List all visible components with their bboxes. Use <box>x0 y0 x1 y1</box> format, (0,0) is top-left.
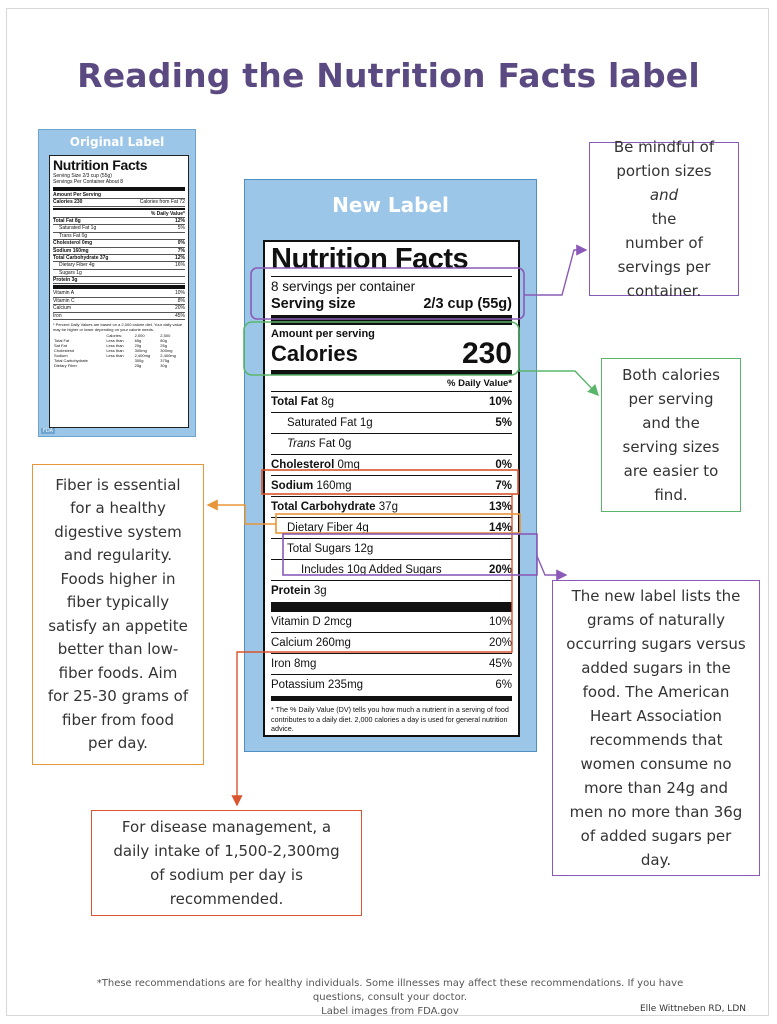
footnote <box>60 977 720 1019</box>
original-footnote: * Percent Daily Values are based on a 2,000 calorie diet. Your daily value may be higher or lower depending on your calorie needs. <box>53 322 183 333</box>
original-nutrient-row <box>53 218 185 225</box>
callout-sugars-line: recommends that <box>589 731 723 749</box>
micronutrient-rows <box>271 612 512 696</box>
cholesterol-amount: 0mg <box>337 459 360 471</box>
original-nutrient-label: Sodium 160mg <box>53 247 89 254</box>
original-dv-table-cell: 80g <box>160 338 167 344</box>
original-label-heading: Original Label <box>69 135 165 149</box>
micronutrient-dv: 45% <box>488 658 512 670</box>
callout-sodium-line: For disease management, a <box>121 818 332 836</box>
original-dv-table-cell: Total Fat <box>54 338 70 344</box>
callout-sugars-line: day. <box>640 851 672 869</box>
original-dv-table-cell: Less than <box>106 348 124 354</box>
original-nutrient-dv: 12% <box>174 254 185 261</box>
callout-sugars-line: grams of naturally <box>587 611 725 629</box>
original-dv-table-cell: 2,500 <box>160 333 171 339</box>
author-credit: Elle Wittneben RD, LDN <box>640 1004 746 1014</box>
callout-calories-line: serving sizes <box>622 438 720 456</box>
original-nutrient-row <box>53 277 185 284</box>
callout-fiber-line: for a healthy <box>70 499 166 517</box>
original-serving-size: Serving Size 2/3 cup (55g) <box>53 173 112 179</box>
original-vitamin-dv: 10% <box>174 290 185 297</box>
callout-calories <box>601 358 741 512</box>
callout-servings-line: servings per <box>617 258 711 276</box>
original-label-title: Nutrition Facts <box>53 157 148 173</box>
original-dv-table-cell <box>105 363 133 368</box>
trans-fat-row <box>271 434 512 455</box>
original-vitamin-row <box>53 313 185 320</box>
original-nutrient-dv: 12% <box>174 217 185 224</box>
callout-fiber-line: fiber typically <box>66 593 170 611</box>
new-medium-rule <box>271 370 512 375</box>
original-vitamin-dv: 20% <box>174 305 185 312</box>
original-nutrient-label: Total Carbohydrate 37g <box>53 254 109 261</box>
callout-fiber <box>32 464 204 765</box>
original-calories-row <box>53 199 185 206</box>
protein-name: Protein <box>271 585 311 597</box>
original-dv-table-cell: 2,400mg <box>160 353 176 359</box>
original-nutrient-label: Trans Fat 0g <box>59 232 88 239</box>
trans-fat-rest: Fat 0g <box>315 438 352 450</box>
callout-fiber-line: Foods higher in <box>60 569 176 588</box>
saturated-fat-label: Saturated Fat 1g <box>287 417 373 429</box>
original-nutrient-rows <box>53 218 185 285</box>
original-nutrient-label: Total Fat 8g <box>53 217 81 224</box>
callout-fiber-line: Fiber is essential <box>55 475 181 494</box>
new-calories-value: 230 <box>461 337 512 370</box>
original-dv-table <box>53 333 185 368</box>
footnote-line-3: Label images from FDA.gov <box>321 1006 459 1017</box>
new-servings-per-container: 8 servings per container <box>271 279 416 294</box>
original-dv-table-cell: 300g <box>134 358 144 364</box>
original-dv-table-cell: Less than <box>106 343 124 349</box>
original-dv-table-cell: 25g <box>134 363 142 369</box>
original-dv-table-cell: 65g <box>134 338 142 344</box>
callout-calories-line: per serving <box>628 390 714 408</box>
new-calories-row <box>271 337 512 370</box>
sodium-row <box>271 476 512 497</box>
callout-fiber-line: and regularity. <box>63 546 173 564</box>
callout-sodium-line: of sodium per day is <box>150 866 303 884</box>
new-serving-size-label: Serving size <box>271 296 356 312</box>
original-dv-table-row <box>53 363 185 368</box>
original-dv-table-cell: Calories: <box>106 333 123 339</box>
callout-fiber-line: per day. <box>88 734 148 752</box>
new-label-footnote: * The % Daily Value (DV) tells you how much a nutrient in a serving of food contributes to a daily diet. 2,000 calories a day is used for general nutrition advice. <box>271 696 512 734</box>
original-dv-header: % Daily Value* <box>53 211 185 218</box>
fda-tag: FDA <box>43 428 54 434</box>
original-nutrient-row <box>53 270 185 277</box>
original-thick-rule-2 <box>53 285 185 289</box>
callout-sugars <box>552 580 760 876</box>
original-nutrient-dv: 16% <box>174 262 185 269</box>
callout-fiber-line: for 25-30 grams of <box>47 687 189 705</box>
original-nutrient-dv: 0% <box>177 240 185 247</box>
callout-servings-line: number of <box>625 234 703 252</box>
added-sugars-label: Includes 10g Added Sugars <box>301 564 442 576</box>
total-sugars-row <box>271 539 512 560</box>
original-vitamin-label: Iron <box>53 312 62 319</box>
original-dv-table-cell: 20g <box>134 343 142 349</box>
total-carb-dv: 13% <box>488 501 512 513</box>
cholesterol-row <box>271 455 512 476</box>
original-nutrient-row <box>53 262 185 269</box>
sodium-dv: 7% <box>495 480 512 492</box>
original-nutrient-row <box>53 255 185 262</box>
new-thick-rule-2 <box>271 602 512 612</box>
callout-servings-line <box>614 183 714 231</box>
new-thick-rule <box>271 315 512 325</box>
original-dv-table-cell: Less than <box>106 353 124 359</box>
callout-sugars-line: food. The American <box>582 683 730 701</box>
callout-sugars-line: occurring sugars versus <box>566 635 746 653</box>
original-vitamin-label: Vitamin C <box>53 297 75 304</box>
original-dv-table-cell: 300mg <box>160 348 173 354</box>
callout-sugars-line: of added sugars per <box>580 827 732 845</box>
micronutrient-row <box>271 675 512 696</box>
micronutrient-dv: 6% <box>495 679 512 691</box>
new-label-heading: New Label <box>332 193 449 217</box>
protein-amount: 3g <box>313 585 327 597</box>
original-nutrient-dv: 7% <box>177 247 185 254</box>
callout-sugars-line: women consume no <box>580 755 732 773</box>
footnote-line-1: *These recommendations are for healthy individuals. Some illnesses may affect these recommendations. If you have <box>96 978 684 989</box>
new-nutrition-label <box>263 240 520 737</box>
callout-servings-line: Be mindful of <box>613 138 715 156</box>
original-nutrition-label <box>49 155 189 428</box>
sodium-amount: 160mg <box>316 480 352 492</box>
original-nutrient-label: Dietary Fiber 4g <box>59 262 95 269</box>
original-nutrient-dv: 5% <box>177 225 185 232</box>
total-sugars-label: Total Sugars 12g <box>287 543 374 555</box>
new-title-rule <box>271 276 512 277</box>
micronutrient-row <box>271 612 512 633</box>
total-carb-name: Total Carbohydrate <box>271 501 376 513</box>
original-vitamin-row <box>53 290 185 297</box>
original-vitamin-rows <box>53 290 185 320</box>
callout-servings-line: container. <box>626 282 702 300</box>
micronutrient-label: Calcium 260mg <box>271 637 351 649</box>
original-dv-table-cell: Total Carbohydrate <box>54 358 88 364</box>
original-vitamin-row <box>53 305 185 312</box>
original-dv-table-cell: Sodium <box>54 353 68 359</box>
cholesterol-dv: 0% <box>495 459 512 471</box>
protein-row <box>271 581 512 602</box>
original-nutrient-row <box>53 233 185 240</box>
callout-servings-rest: the <box>651 210 677 228</box>
dietary-fiber-dv: 14% <box>488 522 512 534</box>
original-amount-per-serving: Amount Per Serving <box>53 192 185 199</box>
original-dv-table-cell: 300mg <box>134 348 147 354</box>
added-sugars-dv: 20% <box>488 564 512 576</box>
total-fat-dv: 10% <box>488 396 512 408</box>
original-nutrient-row <box>53 240 185 247</box>
original-nutrient-row <box>53 248 185 255</box>
callout-fiber-line: digestive system <box>54 522 182 541</box>
callout-servings-italic: and <box>649 186 679 204</box>
callout-servings <box>589 138 739 300</box>
original-label-panel <box>38 129 196 437</box>
callout-sugars-line: more than 24g and <box>583 779 729 797</box>
cholesterol-name: Cholesterol <box>271 459 335 471</box>
callout-sodium-line: daily intake of 1,500-2,300mg <box>113 842 340 860</box>
callout-sugars-line: Heart Association <box>590 707 722 725</box>
callout-fiber-line: satisfy an appetite <box>48 616 188 635</box>
original-dv-table-cell: Less than <box>106 338 124 344</box>
total-carb-row <box>271 497 512 518</box>
callout-sodium <box>91 810 362 916</box>
original-vitamin-dv: 8% <box>177 297 185 304</box>
new-label-title: Nutrition Facts <box>271 243 469 275</box>
original-dv-table-cell: 2,000 <box>134 333 145 339</box>
micronutrient-row <box>271 633 512 654</box>
callout-sugars-line: The new label lists the <box>571 587 741 605</box>
original-dv-table-cell: 25g <box>160 343 167 349</box>
original-mid-rule <box>53 208 185 210</box>
new-label-panel <box>244 179 537 752</box>
original-thick-rule <box>53 187 185 191</box>
new-serving-size-row <box>271 295 512 313</box>
original-calories-from-fat: Calories from Fat 72 <box>139 199 185 206</box>
callout-sugars-line: men no more than 36g <box>569 803 743 821</box>
callout-calories-line: and the <box>642 414 700 432</box>
original-dv-table-cell: Cholesterol <box>54 348 75 354</box>
callout-sugars-line: added sugars in the <box>581 659 731 677</box>
original-servings-per-container: Servings Per Container About 8 <box>53 179 124 186</box>
callout-calories-line: find. <box>654 486 688 504</box>
trans-fat-name: Trans <box>287 438 316 450</box>
original-calories: Calories 230 <box>53 199 83 206</box>
new-calories-label: Calories <box>271 341 358 366</box>
micronutrient-label: Vitamin D 2mcg <box>271 616 352 628</box>
callout-fiber-line: fiber foods. Aim <box>58 663 178 682</box>
callout-servings-line: portion sizes <box>616 162 712 180</box>
micronutrient-label: Potassium 235mg <box>271 679 364 691</box>
page-title: Reading the Nutrition Facts label <box>77 56 700 95</box>
micronutrient-dv: 10% <box>488 616 512 628</box>
saturated-fat-dv: 5% <box>495 417 512 429</box>
new-dv-header: % Daily Value* <box>271 377 512 392</box>
added-sugars-row <box>271 560 512 581</box>
dietary-fiber-row <box>271 518 512 539</box>
footnote-line-2: questions, consult your doctor. <box>312 992 468 1003</box>
original-nutrient-label: Saturated Fat 1g <box>59 225 97 232</box>
original-nutrient-row <box>53 225 185 232</box>
new-amount-per-serving: Amount per serving <box>271 328 375 340</box>
original-dv-table-cell: 375g <box>160 358 170 364</box>
total-fat-row <box>271 392 512 413</box>
sodium-name: Sodium <box>271 480 314 492</box>
original-dv-table-cell: 2,400mg <box>134 353 151 359</box>
original-dv-table-cell: 30g <box>160 363 167 369</box>
original-vitamin-dv: 45% <box>174 312 185 319</box>
total-carb-amount: 37g <box>378 501 398 513</box>
original-vitamin-label: Calcium <box>53 305 72 312</box>
saturated-fat-row <box>271 413 512 434</box>
new-serving-size-value: 2/3 cup (55g) <box>423 296 512 312</box>
total-fat-name: Total Fat <box>271 396 319 408</box>
original-dv-table-cell: Sat Fat <box>54 343 67 349</box>
original-dv-table-cell: Dietary Fiber <box>54 363 77 369</box>
callout-sodium-line: recommended. <box>169 890 284 908</box>
original-nutrient-label: Sugars 1g <box>59 269 82 276</box>
micronutrient-dv: 20% <box>488 637 512 649</box>
callout-fiber-line: better than low- <box>57 640 179 658</box>
callout-calories-line: are easier to <box>623 462 719 480</box>
total-fat-amount: 8g <box>321 396 335 408</box>
callout-fiber-line: fiber from food <box>62 710 174 729</box>
callout-calories-line: Both calories <box>622 366 720 384</box>
micronutrient-row <box>271 654 512 675</box>
original-vitamin-label: Vitamin A <box>53 290 75 297</box>
original-nutrient-label: Protein 3g <box>53 277 78 284</box>
dietary-fiber-label: Dietary Fiber 4g <box>287 522 369 534</box>
original-vitamin-row <box>53 298 185 305</box>
micronutrient-label: Iron 8mg <box>271 658 317 670</box>
original-nutrient-label: Cholesterol 0mg <box>53 240 93 247</box>
